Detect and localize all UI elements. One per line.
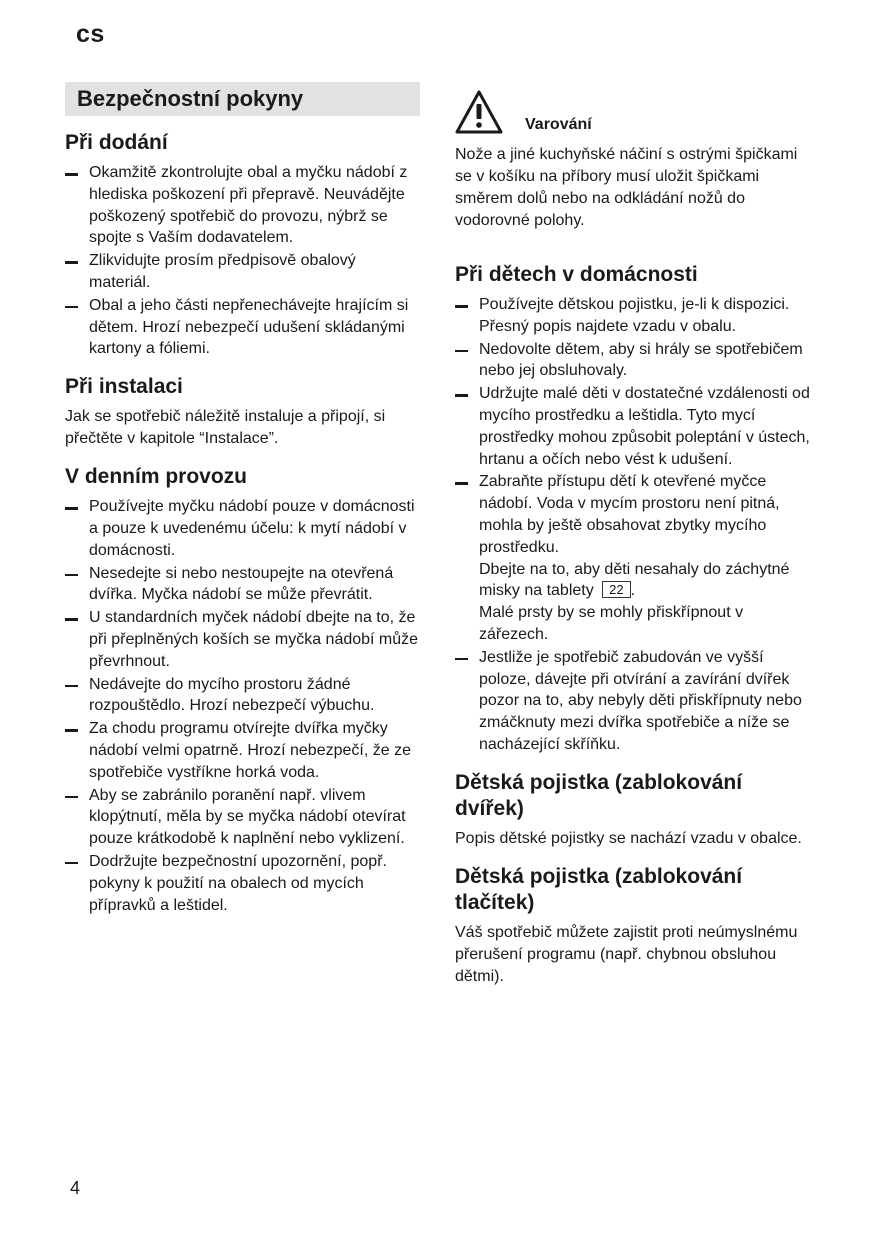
section-child-lock-buttons [455,864,815,988]
list-item [455,471,815,645]
left-column [65,82,420,930]
right-column [455,82,815,1002]
warning-title: Varování [525,116,592,133]
list-item: Za chodu programu otvírejte dvířka myčky nádobí velmi opatrně. Hrozí nebezpečí, že ze spotřebiče vystříkne horká voda. [65,718,420,783]
bullet-list [455,294,815,756]
section-banner: Bezpečnostní pokyny [65,82,420,116]
page-reference-box: 22 [602,581,630,598]
list-item-text: Malé prsty by se mohly přiskřípnout v zářezech. [479,604,744,643]
list-item-text: Dbejte na to, aby děti nesahaly do záchytné misky na tablety [479,560,790,600]
section-child-lock-door [455,770,815,850]
list-item: Jestliže je spotřebič zabudován ve vyšší poloze, dávejte při otvírání a zavírání dvířek pozor na to, aby nebyly děti přiskřípnuty nebo zmáčknuty mezi dvířka spotřebiče a níže se nacházející skříňku. [455,647,815,756]
list-item: Udržujte malé děti v dostatečné vzdálenosti od mycího prostředku a leštidla. Tyto mycí prostředky mohou způsobit poleptání v ústech, hrtanu a očích nebo vést k udušení. [455,383,815,470]
section-title: Při instalaci [65,375,183,399]
language-code: cs [76,20,105,48]
bullet-list [65,162,420,360]
warning-triangle-icon [455,90,503,134]
warning-text: Nože a jiné kuchyňské náčiní s ostrými špičkami se v košíku na příbory musí uložit špičkami směrem dolů nebo na odkládání nožů do vodorovné polohy. [455,146,798,229]
page-number: 4 [70,1178,81,1198]
list-item-text: Zabraňte přístupu dětí k otevřené myčce nádobí. Voda v mycím prostoru není pitná, mohla by ještě obsahovat zbytky mycího prostředku. [479,473,780,556]
paragraph: Popis dětské pojistky se nachází vzadu v obalce. [455,829,802,847]
list-item: Používejte dětskou pojistku, je-li k dispozici. Přesný popis najdete vzadu v obalu. [455,294,815,338]
section-title: Dětská pojistka (zablokování dvířek) [455,770,743,820]
warning-header [455,82,815,134]
section-daily-use [65,464,420,916]
list-item: Používejte myčku nádobí pouze v domácnosti a pouze k uvedenému účelu: k mytí nádobí v domácnosti. [65,496,420,561]
list-item: Okamžitě zkontrolujte obal a myčku nádobí z hlediska poškození při přepravě. Neuvádějte poškozený spotřebič do provozu, nýbrž se spojte s Vaším dodavatelem. [65,162,420,249]
section-title: Dětská pojistka (zablokování tlačítek) [455,864,743,914]
bullet-list [65,496,420,916]
paragraph: Váš spotřebič můžete zajistit proti neúmyslnému přerušení programu (např. chybnou obsluhou dětmi). [455,923,798,985]
list-item: U standardních myček nádobí dbejte na to, že při přeplněných koších se myčka nádobí může převrhnout. [65,607,420,672]
list-item: Zlikvidujte prosím předpisově obalový materiál. [65,250,420,294]
list-item: Aby se zabránilo poranění např. vlivem klopýtnutí, měla by se myčka nádobí otevírat pouze krátkodobě k naplnění nebo vyklizení. [65,785,420,850]
list-item: Nesedejte si nebo nestoupejte na otevřená dvířka. Myčka nádobí se může převrátit. [65,563,420,607]
section-title: V denním provozu [65,465,248,489]
list-item: Dodržujte bezpečnostní upozornění, popř. pokyny k použití na obalech od mycích přípravků a leštidel. [65,851,420,916]
section-delivery [65,130,420,360]
section-children [455,262,815,756]
list-item: Obal a jeho části nepřenechávejte hrajícím si dětem. Hrozí nebezpečí udušení skládanými kartony a fóliemi. [65,295,420,360]
list-item: Nedovolte dětem, aby si hrály se spotřebičem nebo jej obsluhovaly. [455,339,815,383]
list-item: Nedávejte do mycího prostoru žádné rozpouštědlo. Hrozí nebezpečí výbuchu. [65,674,420,718]
paragraph: Jak se spotřebič náležitě instaluje a připojí, si přečtěte v kapitole “Instalace”. [65,408,386,448]
section-installation [65,374,420,450]
section-title: Při dodání [65,131,168,154]
list-item-text: . [630,582,636,600]
section-title: Při dětech v domácnosti [455,263,698,286]
